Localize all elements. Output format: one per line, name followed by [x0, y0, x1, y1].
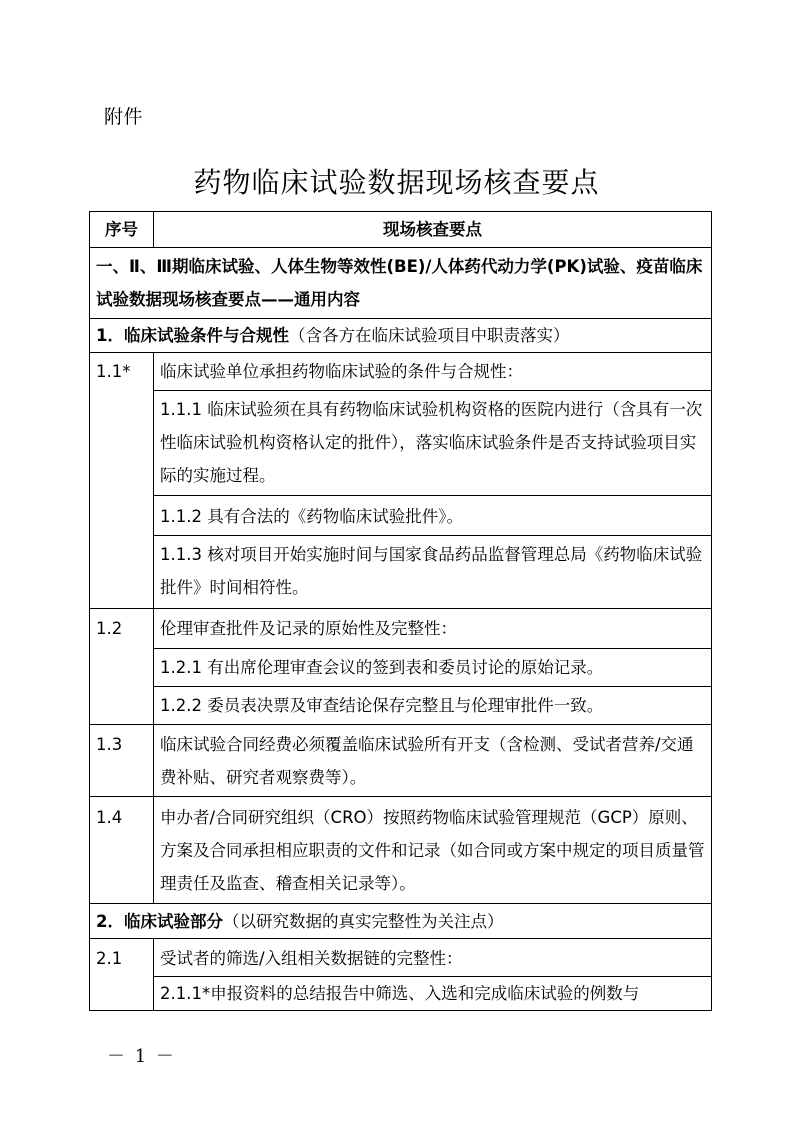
- section2-note: （以研究数据的真实完整性为关注点）: [222, 912, 504, 931]
- table-header-row: [90, 212, 712, 248]
- row-subitem: 1.2.2 委员表决票及审查结论保存完整且与伦理审批件一致。: [154, 687, 712, 725]
- checklist-table: [89, 211, 712, 1011]
- section1-heading: [90, 319, 712, 353]
- section2-heading: [90, 904, 712, 939]
- table-row: [90, 797, 712, 904]
- table-row: [90, 496, 712, 536]
- header-number: 序号: [90, 212, 154, 248]
- row-number: 1.2: [90, 609, 154, 725]
- table-row: [90, 939, 712, 977]
- section1-row: [90, 319, 712, 353]
- section2-title: 2．临床试验部分: [96, 912, 223, 931]
- section1-title: 1．临床试验条件与合规性: [96, 326, 289, 345]
- section2-row: [90, 904, 712, 939]
- row-text: 申办者/合同研究组织（CRO）按照药物临床试验管理规范（GCP）原则、方案及合同承担相应职责的文件和记录（如合同或方案中规定的项目质量管理责任及监查、稽查相关记录等）。: [154, 797, 712, 904]
- row-text: 临床试验合同经费必须覆盖临床试验所有开支（含检测、受试者营养/交通费补贴、研究者观察费等）。: [154, 725, 712, 797]
- page-number: － 1 －: [107, 1046, 176, 1067]
- row-number: 1.4: [90, 797, 154, 904]
- row-subitem: 1.1.2 具有合法的《药物临床试验批件》。: [154, 496, 712, 536]
- table-row: [90, 536, 712, 609]
- table-row: [90, 353, 712, 391]
- table-row: [90, 725, 712, 797]
- section-main-heading: 一、Ⅱ、Ⅲ期临床试验、人体生物等效性(BE)/人体药代动力学(PK)试验、疫苗临床试验数据现场核查要点——通用内容: [90, 248, 712, 319]
- page-title: 药物临床试验数据现场核查要点: [193, 166, 600, 199]
- row-number: 2.1: [90, 939, 154, 1011]
- table-row: [90, 609, 712, 649]
- row-text: 受试者的筛选/入组相关数据链的完整性：: [154, 939, 712, 977]
- row-text: 伦理审查批件及记录的原始性及完整性：: [154, 609, 712, 649]
- table-row: [90, 649, 712, 687]
- row-text: 临床试验单位承担药物临床试验的条件与合规性：: [154, 353, 712, 391]
- row-number: 1.3: [90, 725, 154, 797]
- table-row: [90, 391, 712, 496]
- row-subitem: 2.1.1*申报资料的总结报告中筛选、入选和完成临床试验的例数与: [154, 977, 712, 1011]
- table-row: [90, 977, 712, 1011]
- header-check-points: 现场核查要点: [154, 212, 712, 248]
- row-number: 1.1*: [90, 353, 154, 609]
- row-subitem: 1.1.3 核对项目开始实施时间与国家食品药品监督管理总局《药物临床试验批件》时间相符性。: [154, 536, 712, 609]
- row-subitem: 1.2.1 有出席伦理审查会议的签到表和委员讨论的原始记录。: [154, 649, 712, 687]
- table-row: [90, 687, 712, 725]
- section-main-row: [90, 248, 712, 319]
- attachment-label: 附件: [104, 106, 144, 128]
- row-subitem: 1.1.1 临床试验须在具有药物临床试验机构资格的医院内进行（含具有一次性临床试验机构资格认定的批件），落实临床试验条件是否支持试验项目实际的实施过程。: [154, 391, 712, 496]
- section1-note: （含各方在临床试验项目中职责落实）: [288, 326, 570, 345]
